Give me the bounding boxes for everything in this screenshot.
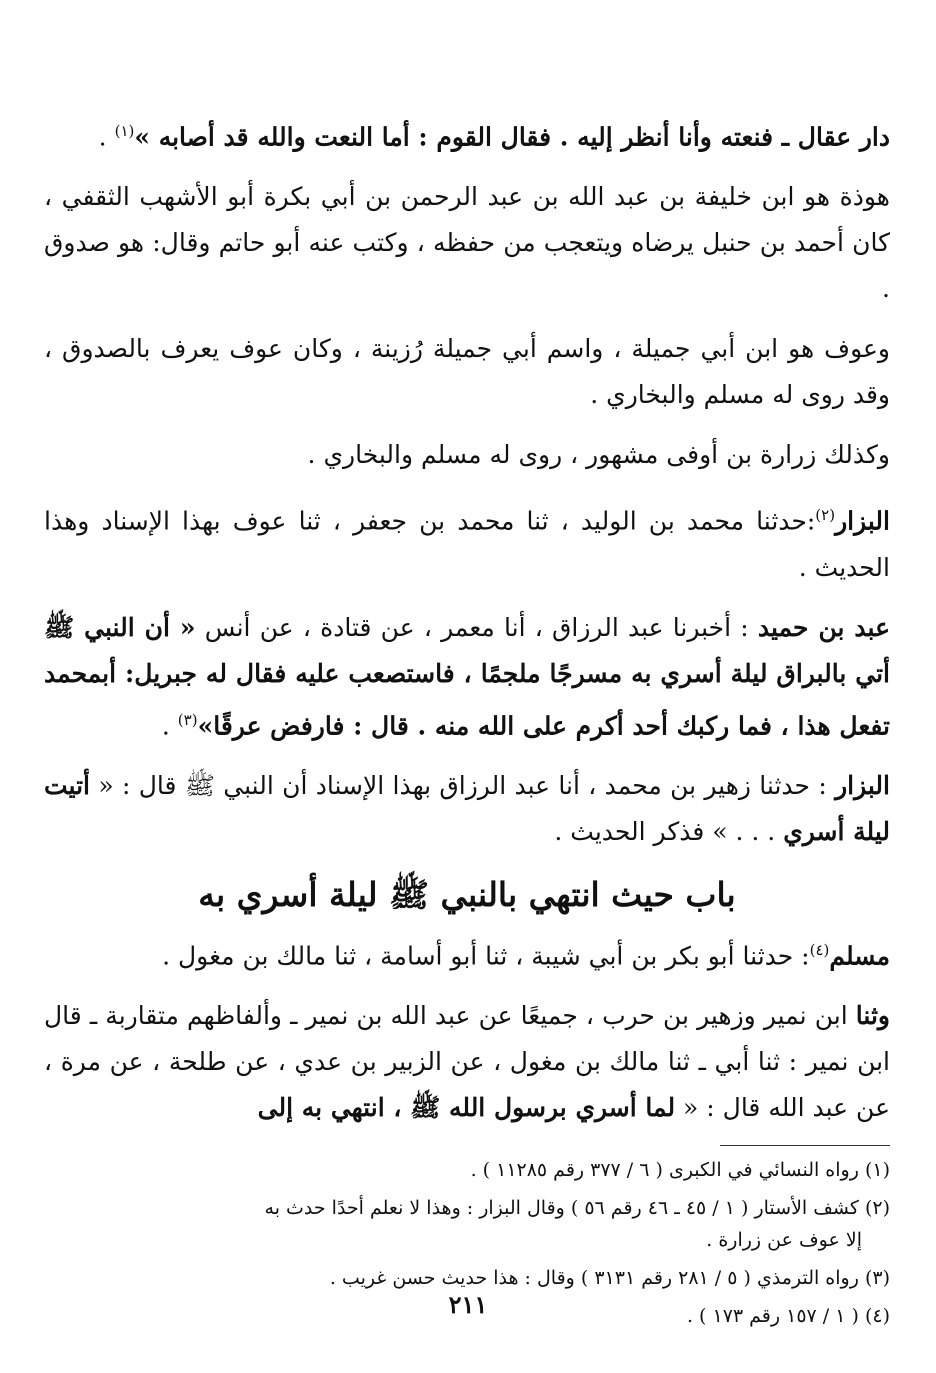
paragraph-5 xyxy=(44,492,890,590)
paragraph-7 xyxy=(44,763,890,855)
paragraph-5-bold: البزار xyxy=(835,506,890,536)
paragraph-9 xyxy=(44,993,890,1131)
chapter-heading: باب حيث انتهي بالنبي ﷺ ليلة أسري به xyxy=(198,874,736,914)
paragraph-1-tail: . xyxy=(98,122,115,152)
paragraph-6-quote: « أن النبي ﷺ أتي بالبراق ليلة أسري به مسرجًا ملجمًا ، فاستصعب عليه فقال له جبريل: أبمحمد تفعل هذا ، فما ركبك أحد أكرم على الله منه . قال : فارفض عرقًا» xyxy=(44,612,890,740)
paragraph-6-lead: عبد بن حميد xyxy=(757,612,890,642)
paragraph-6-text: : أخبرنا عبد الرزاق ، أنا معمر ، عن قتادة ، عن أنس xyxy=(195,612,758,642)
paragraph-6 xyxy=(44,605,890,749)
footnote-text: كشف الأستار ( ١ / ٤٥ ـ ٤٦ رقم ٥٦ ) وقال البزار : وهذا لا نعلم أحدًا حدث به xyxy=(264,1197,859,1220)
paragraph-7-tail: . . . » فذكر الحديث . xyxy=(554,816,784,846)
paragraph-2: هوذة هو ابن خليفة بن عبد الله بن عبد الرحمن بن أبي بكرة أبو الأشهب الثقفي ، كان أحمد بن حنبل يرضاه ويتعجب من حفظه ، وكتب عنه أبو حاتم وقال: هو صدوق . xyxy=(44,182,890,304)
footnote-continuation: إلا عوف عن زرارة . xyxy=(706,1229,862,1252)
paragraph-6-tail: . xyxy=(161,710,178,740)
footnote-number: (٣) xyxy=(864,1267,890,1290)
paragraph-9-text: ابن نمير وزهير بن حرب ، جميعًا عن عبد الله بن نمير ـ وألفاظهم متقاربة ـ قال ابن نمير : ثنا أبي ـ ثنا مالك بن مغول ، عن الزبير بن عدي ، عن طلحة ، عن مرة ، عن عبد الله قال : « xyxy=(44,1001,890,1123)
paragraph-8-text: : حدثنا أبو بكر بن أبي شيبة ، ثنا أبو أسامة ، ثنا مالك بن مغول . xyxy=(162,941,810,971)
paragraph-7-bold: البزار xyxy=(835,770,890,800)
footnote-ref-4: (٤) xyxy=(809,940,830,959)
footnote-divider xyxy=(720,1145,890,1146)
paragraph-7-quote: أتيت ليلة أسري xyxy=(44,770,890,846)
paragraph-7-text: : حدثنا زهير بن محمد ، أنا عبد الرزاق بهذا الإسناد أن النبي ﷺ قال : « xyxy=(90,770,836,800)
paragraph-1 xyxy=(44,108,890,160)
paragraph-8 xyxy=(44,927,890,979)
footnote-number: (١) xyxy=(864,1159,890,1182)
footnote-2 xyxy=(44,1192,890,1256)
paragraph-5-text: :حدثنا محمد بن الوليد ، ثنا محمد بن جعفر ، ثنا عوف بهذا الإسناد وهذا الحديث . xyxy=(44,506,890,582)
footnote-number: (٢) xyxy=(864,1197,890,1220)
paragraph-3: وعوف هو ابن أبي جميلة ، واسم أبي جميلة رُزينة ، وكان عوف يعرف بالصدوق ، وقد روى له مسلم والبخاري . xyxy=(44,334,890,410)
paragraph-1-bold: دار عقال ـ فنعته وأنا أنظر إليه . فقال القوم : أما النعت والله قد أصابه » xyxy=(134,122,890,152)
footnote-1 xyxy=(44,1154,890,1186)
footnote-text: ( ١ / ١٥٧ رقم ١٧٣ ) . xyxy=(686,1305,859,1328)
paragraph-8-bold: مسلم xyxy=(829,941,890,971)
footnote-ref-1: (١) xyxy=(114,122,135,140)
page-number: ٢١١ xyxy=(448,1290,488,1319)
footnote-text: رواه النسائي في الكبرى ( ٦ / ٣٧٧ رقم ١١٢٨٥ ) . xyxy=(470,1159,859,1182)
paragraph-9-bold: وثنا xyxy=(855,1001,890,1031)
footnote-number: (٤) xyxy=(864,1305,890,1328)
paragraph-4: وكذلك زرارة بن أوفى مشهور ، روى له مسلم والبخاري . xyxy=(307,440,890,470)
footnote-text: رواه الترمذي ( ٥ / ٢٨١ رقم ٣١٣١ ) وقال : هذا حديث حسن غريب . xyxy=(329,1267,859,1290)
footnote-ref-3: (٣) xyxy=(177,710,198,729)
paragraph-9-quote: لما أسري برسول الله ﷺ ، انتهي به إلى xyxy=(257,1093,676,1123)
footnote-ref-2: (٢) xyxy=(815,506,836,525)
